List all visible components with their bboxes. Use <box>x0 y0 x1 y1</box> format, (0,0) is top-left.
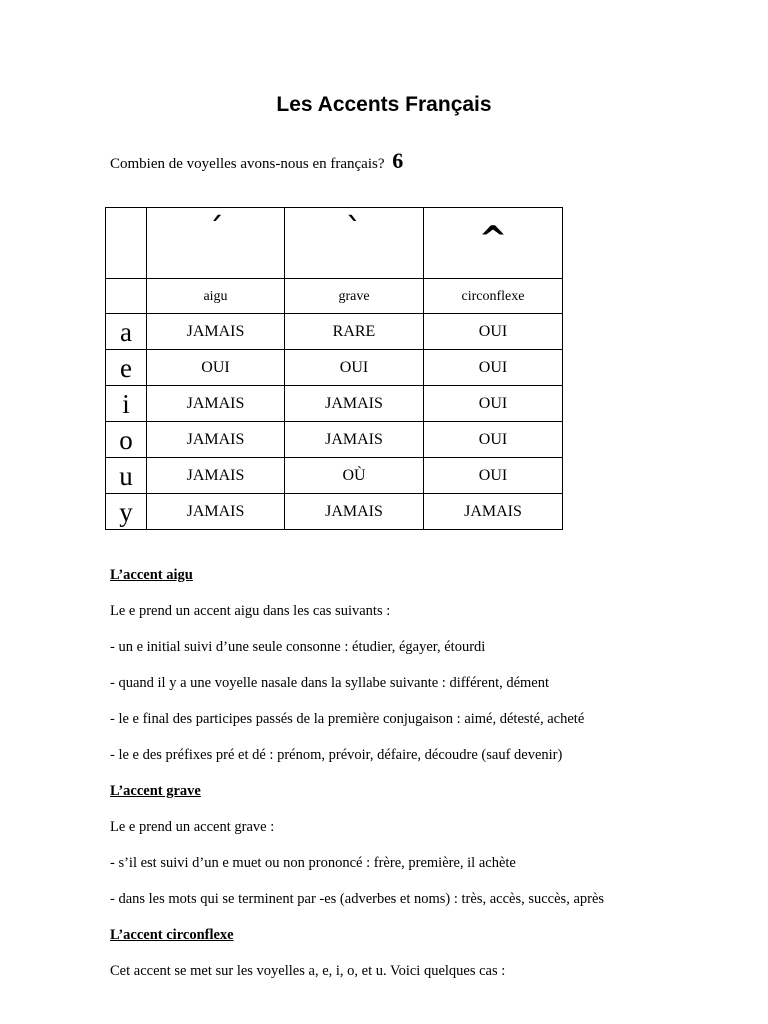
cell-value: JAMAIS <box>186 394 245 412</box>
cell-value: OÙ <box>342 466 366 484</box>
vowel-question-text: Combien de voyelles avons-nous en français? <box>110 156 385 172</box>
cell-value: OUI <box>478 430 508 448</box>
cell-value: OUI <box>201 358 230 376</box>
section-heading-circonflexe: L’accent circonflexe <box>110 927 234 943</box>
table-cell <box>147 422 285 458</box>
table-cell <box>285 350 424 386</box>
section-heading-aigu: L’accent aigu <box>110 567 193 583</box>
list-item-aigu: - un e initial suivi d’une seule consonne : étudier, égayer, étourdi <box>110 639 486 655</box>
accent-name-cell <box>285 279 424 314</box>
accent-name-aigu: aigu <box>203 289 228 304</box>
header-cell-aigu <box>147 208 285 279</box>
paragraph-grave-intro: Le e prend un accent grave : <box>110 819 275 835</box>
corner-cell <box>106 279 147 314</box>
vowel-label: i <box>122 388 130 419</box>
cell-value: JAMAIS <box>464 502 522 520</box>
cell-value: OUI <box>478 466 508 484</box>
accent-name-row <box>106 279 563 314</box>
table-cell <box>285 494 424 530</box>
accent-symbol-row <box>106 208 563 279</box>
table-row-a <box>106 314 563 350</box>
table-cell <box>285 458 424 494</box>
vowel-label: a <box>120 316 132 347</box>
header-cell-circonflexe <box>424 208 563 279</box>
table-cell <box>147 386 285 422</box>
table-cell <box>285 386 424 422</box>
table-row-i <box>106 386 563 422</box>
table-cell <box>147 350 285 386</box>
vowel-cell <box>106 494 147 530</box>
cell-value: JAMAIS <box>325 502 383 520</box>
accent-name-grave: grave <box>338 289 370 304</box>
corner-cell <box>106 208 147 279</box>
document-body <box>110 567 730 980</box>
section-heading-grave: L’accent grave <box>110 783 201 799</box>
cell-value: JAMAIS <box>186 502 245 520</box>
vowel-cell <box>106 458 147 494</box>
table-cell <box>147 458 285 494</box>
table-row-y <box>106 494 563 530</box>
header-cell-grave <box>285 208 424 279</box>
table-cell <box>424 350 563 386</box>
table-cell <box>424 314 563 350</box>
table-cell <box>285 422 424 458</box>
cell-value: OUI <box>339 358 369 376</box>
accent-table <box>105 207 563 530</box>
cell-value: JAMAIS <box>325 430 383 448</box>
table-row-o <box>106 422 563 458</box>
page-title: Les Accents Français <box>276 93 492 116</box>
vowel-cell <box>106 386 147 422</box>
cell-value: RARE <box>332 322 376 340</box>
accent-name-cell <box>424 279 563 314</box>
list-item-aigu: - le e des préfixes pré et dé : prénom, prévoir, défaire, découdre (sauf devenir) <box>110 747 563 763</box>
cell-value: OUI <box>478 358 508 376</box>
acute-accent-symbol: ´ <box>207 211 224 251</box>
cell-value: JAMAIS <box>186 322 245 340</box>
cell-value: JAMAIS <box>186 466 245 484</box>
cell-value: OUI <box>478 394 508 412</box>
grave-accent-symbol: ` <box>345 211 363 251</box>
table-cell <box>147 494 285 530</box>
cell-value: JAMAIS <box>325 394 383 412</box>
vowel-cell <box>106 350 147 386</box>
list-item-aigu: - le e final des participes passés de la première conjugaison : aimé, détesté, acheté <box>110 711 585 727</box>
accent-name-cell <box>147 279 285 314</box>
vowel-label: u <box>119 460 133 491</box>
list-item-aigu: - quand il y a une voyelle nasale dans la syllabe suivante : différent, dément <box>110 675 550 691</box>
vowel-cell <box>106 422 147 458</box>
vowel-label: y <box>119 496 133 527</box>
accent-name-circonflexe: circonflexe <box>461 289 525 304</box>
table-cell <box>424 494 563 530</box>
vowel-label: o <box>119 424 133 455</box>
vowel-question-answer: 6 <box>392 148 404 173</box>
vowel-question <box>110 147 403 178</box>
circumflex-accent-symbol: ^ <box>478 219 508 259</box>
table-row-e <box>106 350 563 386</box>
paragraph-circonflexe-intro: Cet accent se met sur les voyelles a, e, i, o, et u. Voici quelques cas : <box>110 963 506 979</box>
cell-value: JAMAIS <box>186 430 245 448</box>
paragraph-aigu-intro: Le e prend un accent aigu dans les cas suivants : <box>110 603 391 619</box>
table-cell <box>424 386 563 422</box>
list-item-grave: - s’il est suivi d’un e muet ou non prononcé : frère, première, il achète <box>110 855 516 871</box>
table-cell <box>424 458 563 494</box>
table-cell <box>285 314 424 350</box>
table-row-u <box>106 458 563 494</box>
vowel-label: e <box>120 352 132 383</box>
vowel-cell <box>106 314 147 350</box>
cell-value: OUI <box>478 322 508 340</box>
table-cell <box>424 422 563 458</box>
table-cell <box>147 314 285 350</box>
list-item-grave: - dans les mots qui se terminent par -es (adverbes et noms) : très, accès, succès, après <box>110 891 605 907</box>
